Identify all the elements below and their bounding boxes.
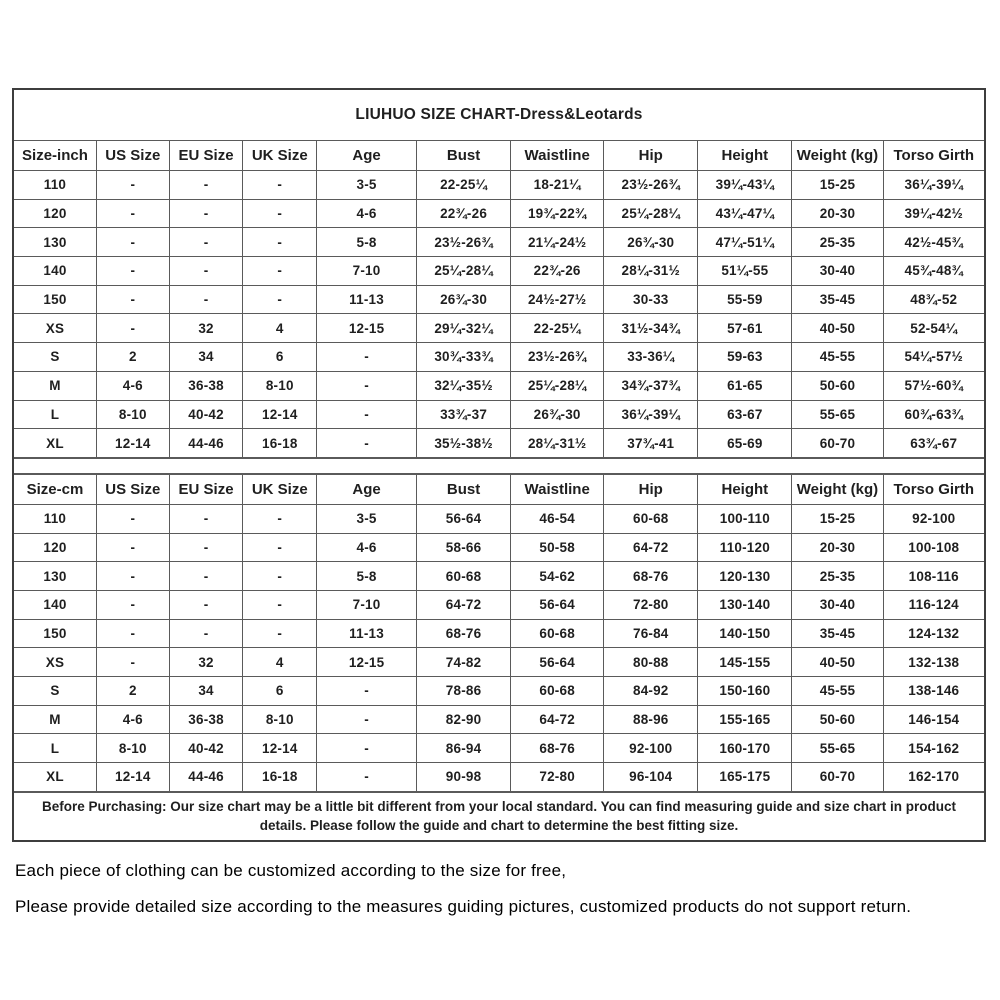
- table-cell: 146-154: [883, 705, 984, 734]
- table-cell: 12-14: [243, 734, 317, 763]
- table-cell: 110: [14, 171, 96, 200]
- column-header: Weight (kg): [792, 474, 883, 504]
- table-cell: 8-10: [243, 371, 317, 400]
- table-cell: -: [169, 590, 243, 619]
- column-header: US Size: [96, 474, 169, 504]
- table-cell: -: [96, 504, 169, 533]
- table-cell: 54-62: [511, 562, 604, 591]
- table-row: [14, 314, 984, 343]
- table-cell: 7-10: [317, 590, 417, 619]
- table-cell: -: [169, 504, 243, 533]
- table-cell: 43¼-47¼: [698, 199, 792, 228]
- column-header: Hip: [604, 474, 698, 504]
- table-cell: 162-170: [883, 763, 984, 792]
- column-header: UK Size: [243, 474, 317, 504]
- table-cell: 92-100: [604, 734, 698, 763]
- table-cell: 88-96: [604, 705, 698, 734]
- table-cell: 35½-38½: [417, 429, 511, 458]
- table-cell: 16-18: [243, 763, 317, 792]
- table-cell: -: [96, 171, 169, 200]
- table-cell: 4-6: [317, 533, 417, 562]
- table-cell: 140-150: [698, 619, 792, 648]
- table-cell: 12-14: [96, 429, 169, 458]
- table-cell: 20-30: [792, 199, 883, 228]
- table-cell: 50-60: [792, 371, 883, 400]
- table-cell: 12-15: [317, 648, 417, 677]
- table-cell: -: [169, 228, 243, 257]
- table-cell: 56-64: [417, 504, 511, 533]
- column-header: Size-cm: [14, 474, 96, 504]
- table-cell: -: [243, 533, 317, 562]
- table-cell: -: [96, 228, 169, 257]
- table-cell: 165-175: [698, 763, 792, 792]
- table-cell: 63-67: [698, 400, 792, 429]
- table-cell: 132-138: [883, 648, 984, 677]
- table-cell: XL: [14, 429, 96, 458]
- table-cell: 116-124: [883, 590, 984, 619]
- table-row: [14, 199, 984, 228]
- table-cell: 64-72: [511, 705, 604, 734]
- table-cell: 130: [14, 228, 96, 257]
- table-cell: -: [317, 763, 417, 792]
- table-cell: 63¾-67: [883, 429, 984, 458]
- table-cell: 8-10: [96, 400, 169, 429]
- table-cell: 3-5: [317, 171, 417, 200]
- table-cell: -: [243, 619, 317, 648]
- table-cell: 42½-45¾: [883, 228, 984, 257]
- table-cell: 60-70: [792, 763, 883, 792]
- table-cell: 120: [14, 199, 96, 228]
- table-cell: 24½-27½: [511, 285, 604, 314]
- table-cell: 55-59: [698, 285, 792, 314]
- table-cell: 96-104: [604, 763, 698, 792]
- table-cell: 124-132: [883, 619, 984, 648]
- table-cell: -: [96, 619, 169, 648]
- table-cell: 37¾-41: [604, 429, 698, 458]
- table-cell: -: [243, 228, 317, 257]
- table-cell: L: [14, 734, 96, 763]
- table-cell: 4-6: [96, 371, 169, 400]
- table-cell: 26¾-30: [417, 285, 511, 314]
- table-cell: 46-54: [511, 504, 604, 533]
- table-cell: 56-64: [511, 590, 604, 619]
- table-cell: 33-36¼: [604, 343, 698, 372]
- table-cell: 57-61: [698, 314, 792, 343]
- inch-size-table: [14, 140, 984, 458]
- table-cell: 35-45: [792, 619, 883, 648]
- table-cell: 55-65: [792, 734, 883, 763]
- table-cell: 4-6: [96, 705, 169, 734]
- table-cell: 30-40: [792, 257, 883, 286]
- table-cell: S: [14, 677, 96, 706]
- table-cell: 22¾-26: [511, 257, 604, 286]
- table-cell: 15-25: [792, 504, 883, 533]
- table-cell: 25-35: [792, 562, 883, 591]
- table-cell: 64-72: [604, 533, 698, 562]
- table-cell: 2: [96, 343, 169, 372]
- table-cell: -: [243, 257, 317, 286]
- table-cell: 23½-26¾: [417, 228, 511, 257]
- table-cell: -: [169, 171, 243, 200]
- table-cell: 4: [243, 314, 317, 343]
- table-cell: 35-45: [792, 285, 883, 314]
- table-cell: -: [243, 590, 317, 619]
- table-cell: 57½-60¾: [883, 371, 984, 400]
- table-row: [14, 257, 984, 286]
- table-cell: -: [243, 504, 317, 533]
- table-cell: L: [14, 400, 96, 429]
- table-cell: XS: [14, 648, 96, 677]
- table-cell: 50-60: [792, 705, 883, 734]
- table-cell: -: [169, 257, 243, 286]
- table-cell: 32¼-35½: [417, 371, 511, 400]
- table-cell: 6: [243, 677, 317, 706]
- table-cell: 25-35: [792, 228, 883, 257]
- column-header: Height: [698, 474, 792, 504]
- table-cell: 22-25¼: [417, 171, 511, 200]
- column-header: EU Size: [169, 474, 243, 504]
- table-cell: 5-8: [317, 562, 417, 591]
- table-row: [14, 400, 984, 429]
- table-cell: 120-130: [698, 562, 792, 591]
- table-cell: -: [96, 285, 169, 314]
- column-header: Size-inch: [14, 141, 96, 171]
- table-cell: 31½-34¾: [604, 314, 698, 343]
- table-cell: 60¾-63¾: [883, 400, 984, 429]
- table-cell: 39¼-42½: [883, 199, 984, 228]
- table-cell: 50-58: [511, 533, 604, 562]
- table-cell: 65-69: [698, 429, 792, 458]
- table-cell: 48¾-52: [883, 285, 984, 314]
- column-header: UK Size: [243, 141, 317, 171]
- table-row: [14, 371, 984, 400]
- table-row: [14, 590, 984, 619]
- table-cell: 5-8: [317, 228, 417, 257]
- table-cell: 40-42: [169, 734, 243, 763]
- table-cell: 90-98: [417, 763, 511, 792]
- table-cell: 30-40: [792, 590, 883, 619]
- column-header: Weight (kg): [792, 141, 883, 171]
- table-cell: 4: [243, 648, 317, 677]
- column-header: EU Size: [169, 141, 243, 171]
- table-cell: 72-80: [604, 590, 698, 619]
- table-cell: 40-50: [792, 314, 883, 343]
- table-cell: 47¼-51¼: [698, 228, 792, 257]
- column-header: Height: [698, 141, 792, 171]
- table-cell: -: [243, 562, 317, 591]
- table-row: [14, 677, 984, 706]
- table-cell: 140: [14, 257, 96, 286]
- column-header: Age: [317, 141, 417, 171]
- table-cell: -: [243, 171, 317, 200]
- table-cell: 82-90: [417, 705, 511, 734]
- table-cell: 23½-26¾: [511, 343, 604, 372]
- table-cell: 55-65: [792, 400, 883, 429]
- customization-note-line-2: Please provide detailed size according to the measures guiding pictures, customized products do not support return.: [15, 897, 912, 916]
- table-cell: 22¾-26: [417, 199, 511, 228]
- table-cell: -: [169, 562, 243, 591]
- table-cell: 155-165: [698, 705, 792, 734]
- table-cell: 34: [169, 343, 243, 372]
- table-cell: 60-68: [511, 619, 604, 648]
- table-cell: 59-63: [698, 343, 792, 372]
- table-cell: 30¾-33¾: [417, 343, 511, 372]
- header-row: [14, 141, 984, 171]
- column-header: Age: [317, 474, 417, 504]
- column-header: Waistline: [511, 141, 604, 171]
- header-row: [14, 474, 984, 504]
- table-cell: 34¾-37¾: [604, 371, 698, 400]
- table-cell: 33¾-37: [417, 400, 511, 429]
- table-cell: 60-68: [604, 504, 698, 533]
- table-cell: XL: [14, 763, 96, 792]
- table-divider: [14, 458, 984, 474]
- table-row: [14, 429, 984, 458]
- table-cell: 16-18: [243, 429, 317, 458]
- table-cell: 52-54¼: [883, 314, 984, 343]
- table-cell: 28¼-31½: [511, 429, 604, 458]
- table-row: [14, 648, 984, 677]
- table-cell: -: [96, 199, 169, 228]
- table-cell: 36¼-39¼: [604, 400, 698, 429]
- table-cell: 4-6: [317, 199, 417, 228]
- purchase-note: Before Purchasing: Our size chart may be a little bit different from your local standard. You can find measuring guide and size chart in product details. Please follow the guide and chart to determine the best fitting size.: [14, 792, 984, 840]
- table-cell: 130: [14, 562, 96, 591]
- table-row: [14, 763, 984, 792]
- table-cell: 2: [96, 677, 169, 706]
- cm-size-table: [14, 474, 984, 792]
- table-cell: 120: [14, 533, 96, 562]
- table-row: [14, 228, 984, 257]
- table-cell: 12-15: [317, 314, 417, 343]
- table-cell: 6: [243, 343, 317, 372]
- table-cell: 21¼-24½: [511, 228, 604, 257]
- table-cell: 34: [169, 677, 243, 706]
- table-cell: -: [169, 199, 243, 228]
- table-cell: 64-72: [417, 590, 511, 619]
- table-cell: 32: [169, 648, 243, 677]
- table-cell: XS: [14, 314, 96, 343]
- table-cell: 58-66: [417, 533, 511, 562]
- table-cell: 30-33: [604, 285, 698, 314]
- table-cell: 25¼-28¼: [511, 371, 604, 400]
- table-cell: 86-94: [417, 734, 511, 763]
- table-cell: 154-162: [883, 734, 984, 763]
- table-cell: 28¼-31½: [604, 257, 698, 286]
- table-cell: 60-68: [417, 562, 511, 591]
- table-cell: 100-110: [698, 504, 792, 533]
- table-cell: -: [96, 562, 169, 591]
- table-cell: 36-38: [169, 705, 243, 734]
- customization-note-line-1: Each piece of clothing can be customized according to the size for free,: [15, 861, 567, 880]
- table-cell: 11-13: [317, 285, 417, 314]
- table-cell: 3-5: [317, 504, 417, 533]
- table-row: [14, 619, 984, 648]
- column-header: Torso Girth: [883, 474, 984, 504]
- table-cell: 51¼-55: [698, 257, 792, 286]
- table-cell: -: [169, 619, 243, 648]
- table-cell: -: [317, 343, 417, 372]
- table-cell: -: [96, 257, 169, 286]
- table-cell: 110: [14, 504, 96, 533]
- table-cell: 26¾-30: [511, 400, 604, 429]
- table-cell: 12-14: [243, 400, 317, 429]
- column-header: Hip: [604, 141, 698, 171]
- table-cell: 40-50: [792, 648, 883, 677]
- table-cell: 56-64: [511, 648, 604, 677]
- table-cell: 140: [14, 590, 96, 619]
- table-cell: 45-55: [792, 677, 883, 706]
- table-row: [14, 285, 984, 314]
- table-cell: 36-38: [169, 371, 243, 400]
- table-cell: 45-55: [792, 343, 883, 372]
- table-row: [14, 734, 984, 763]
- table-cell: 76-84: [604, 619, 698, 648]
- table-cell: 68-76: [604, 562, 698, 591]
- table-cell: 60-68: [511, 677, 604, 706]
- table-cell: 84-92: [604, 677, 698, 706]
- table-cell: 54¼-57½: [883, 343, 984, 372]
- table-row: [14, 533, 984, 562]
- chart-title: LIUHUO SIZE CHART-Dress&Leotards: [355, 106, 643, 123]
- table-cell: 8-10: [243, 705, 317, 734]
- table-cell: 25¼-28¼: [417, 257, 511, 286]
- size-chart-sheet: [12, 88, 986, 842]
- table-cell: -: [243, 199, 317, 228]
- table-cell: 7-10: [317, 257, 417, 286]
- table-cell: 74-82: [417, 648, 511, 677]
- table-cell: 145-155: [698, 648, 792, 677]
- table-cell: 11-13: [317, 619, 417, 648]
- table-cell: 150: [14, 285, 96, 314]
- table-row: [14, 343, 984, 372]
- table-cell: 23½-26¾: [604, 171, 698, 200]
- table-row: [14, 562, 984, 591]
- table-cell: 8-10: [96, 734, 169, 763]
- table-cell: 44-46: [169, 429, 243, 458]
- table-cell: 45¾-48¾: [883, 257, 984, 286]
- table-cell: -: [96, 590, 169, 619]
- table-cell: 160-170: [698, 734, 792, 763]
- table-cell: 26¾-30: [604, 228, 698, 257]
- table-row: [14, 171, 984, 200]
- table-cell: -: [169, 533, 243, 562]
- column-header: Torso Girth: [883, 141, 984, 171]
- table-cell: 25¼-28¼: [604, 199, 698, 228]
- table-cell: 110-120: [698, 533, 792, 562]
- column-header: US Size: [96, 141, 169, 171]
- table-cell: -: [169, 285, 243, 314]
- table-cell: S: [14, 343, 96, 372]
- table-cell: 78-86: [417, 677, 511, 706]
- table-cell: 20-30: [792, 533, 883, 562]
- table-cell: 108-116: [883, 562, 984, 591]
- table-cell: 39¼-43¼: [698, 171, 792, 200]
- table-cell: 130-140: [698, 590, 792, 619]
- table-cell: 15-25: [792, 171, 883, 200]
- table-cell: -: [317, 705, 417, 734]
- table-cell: -: [96, 314, 169, 343]
- table-cell: -: [317, 429, 417, 458]
- table-cell: 60-70: [792, 429, 883, 458]
- table-cell: 19¾-22¾: [511, 199, 604, 228]
- table-cell: 29¼-32¼: [417, 314, 511, 343]
- table-cell: 12-14: [96, 763, 169, 792]
- table-cell: 40-42: [169, 400, 243, 429]
- table-cell: 36¼-39¼: [883, 171, 984, 200]
- table-cell: -: [317, 677, 417, 706]
- table-cell: 72-80: [511, 763, 604, 792]
- column-header: Bust: [417, 141, 511, 171]
- table-cell: 18-21¼: [511, 171, 604, 200]
- table-row: [14, 705, 984, 734]
- table-cell: -: [317, 734, 417, 763]
- table-cell: 22-25¼: [511, 314, 604, 343]
- table-cell: 32: [169, 314, 243, 343]
- table-cell: 150: [14, 619, 96, 648]
- table-cell: -: [317, 400, 417, 429]
- table-cell: -: [317, 371, 417, 400]
- table-cell: 100-108: [883, 533, 984, 562]
- table-cell: 150-160: [698, 677, 792, 706]
- table-cell: -: [243, 285, 317, 314]
- table-cell: 92-100: [883, 504, 984, 533]
- table-cell: -: [96, 648, 169, 677]
- column-header: Waistline: [511, 474, 604, 504]
- table-cell: 138-146: [883, 677, 984, 706]
- table-row: [14, 504, 984, 533]
- table-cell: -: [96, 533, 169, 562]
- table-cell: 68-76: [417, 619, 511, 648]
- table-cell: 68-76: [511, 734, 604, 763]
- column-header: Bust: [417, 474, 511, 504]
- table-cell: M: [14, 705, 96, 734]
- table-cell: 80-88: [604, 648, 698, 677]
- table-cell: 61-65: [698, 371, 792, 400]
- table-cell: M: [14, 371, 96, 400]
- table-cell: 44-46: [169, 763, 243, 792]
